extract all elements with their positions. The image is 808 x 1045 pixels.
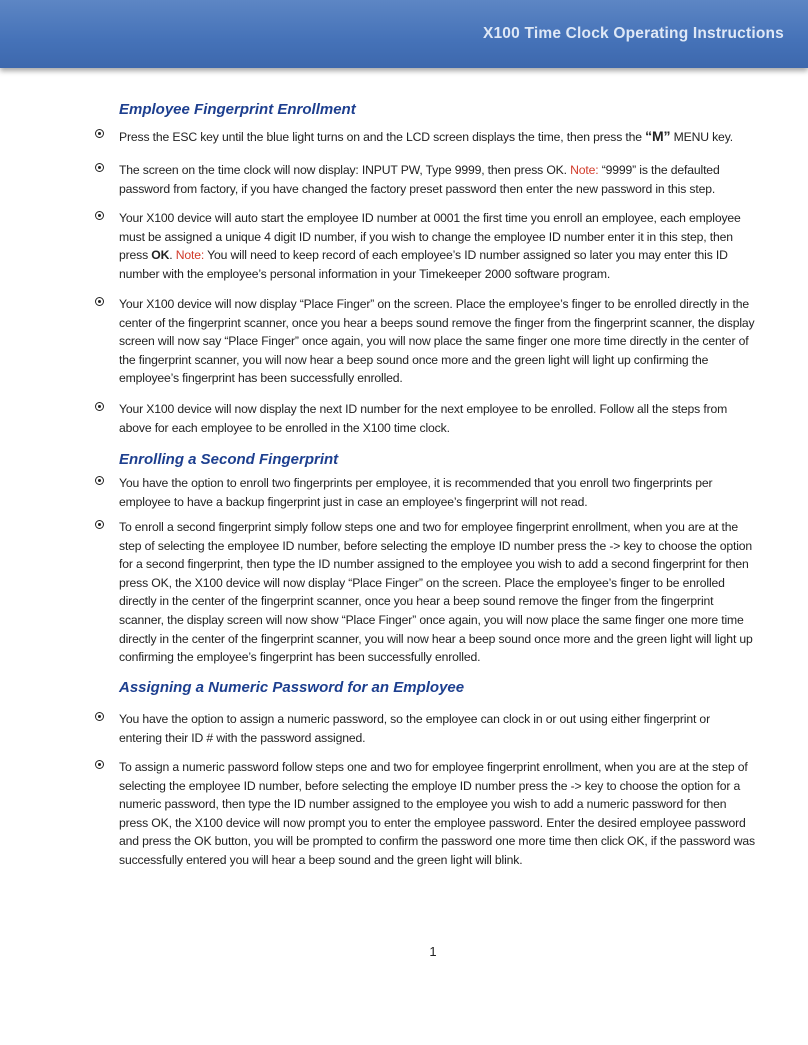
item-text: Press the ESC key until the blue light turns on and the LCD screen displays the time, then press the “M” MENU key.: [119, 128, 733, 144]
list-item: [95, 209, 755, 283]
item-text: Your X100 device will now display the next ID number for the next employee to be enrolled. Follow all the steps from above for each employee to be enrolled in the X100 time clock.: [119, 402, 728, 435]
bullet-icon: [95, 520, 104, 529]
item-text: The screen on the time clock will now display: INPUT PW, Type 9999, then press OK. Note: “9999” is the defaulted password from factory, if you have changed the factory preset password then enter the new password in this step.: [119, 163, 720, 196]
section-heading-enrollment: Employee Fingerprint Enrollment: [119, 101, 356, 118]
list-item: [95, 758, 755, 870]
item-text: You have the option to assign a numeric password, so the employee can clock in or out using either fingerprint or entering their ID # with the password assigned.: [119, 712, 710, 745]
bullet-icon: [95, 129, 104, 138]
document-title: X100 Time Clock Operating Instructions: [482, 25, 784, 42]
bullet-icon: [95, 297, 104, 306]
bullet-icon: [95, 712, 104, 721]
bullet-icon: [95, 760, 104, 769]
bullet-icon: [95, 476, 104, 485]
item-text: Your X100 device will auto start the employee ID number at 0001 the first time you enroll an employee, each employee must be assigned a unique 4 digit ID number, if you wish to change the employee ID number enter it in this step, then press OK. Note: You will need to keep record of each employee’s ID number assigned so later you may enter this ID number with the employee’s personal information in your Timekeeper 2000 software program.: [119, 211, 741, 281]
list-item: [95, 161, 755, 198]
list-item: [95, 474, 755, 511]
section-heading-numeric-password: Assigning a Numeric Password for an Employee: [119, 679, 465, 696]
item-text: Your X100 device will now display “Place Finger” on the screen. Place the employee’s finger to be enrolled directly in the center of the fingerprint scanner, once you hear a beeps sound remove the finger from the fingerprint scanner, the display screen will now say “Place Finger” once again, you will now place the same finger one more time directly in the center of the fingerprint scanner, you will now hear a beep sound once more and the green light will light up confirming the employee’s fingerprint has been successfully enrolled.: [119, 297, 755, 386]
item-text: You have the option to enroll two fingerprints per employee, it is recommended that you enroll two fingerprints per employee to have a backup fingerprint just in case an employee’s fingerprint will not read.: [119, 476, 713, 509]
bullet-icon: [95, 163, 104, 172]
bullet-icon: [95, 211, 104, 220]
header-bar: [0, 0, 808, 68]
list-item: [95, 127, 755, 147]
note-label: Note:: [175, 248, 205, 263]
section-heading-second-fingerprint: Enrolling a Second Fingerprint: [119, 451, 339, 468]
item-text: To assign a numeric password follow steps one and two for employee fingerprint enrollment, when you are at the step of selecting the employee ID number, before selecting the employe ID number press the -> key to choose the option for a numeric password, then type the ID number assigned to the employee you wish to add a numeric password for then press OK, the X100 device will now prompt you to enter the employee password. Enter the desired employee password and press the OK button, you will be prompted to confirm the password one more time then click OK, if the password was successfully entered you will hear a beep sound and the green light will blink.: [119, 760, 755, 867]
list-item: [95, 295, 755, 388]
bullet-icon: [95, 402, 104, 411]
item-text: To enroll a second fingerprint simply follow steps one and two for employee fingerprint enrollment, when you are at the step of selecting the employee ID number, before selecting the employe ID number press the -> key to choose the option for a second fingerprint, then type the ID number assigned to the employee you wish to add a second fingerprint for then press OK, the X100 device will now display “Place Finger” on the screen. Place the employee’s finger to be enrolled directly in the center of the fingerprint scanner, once you hear a beep sound remove the finger from the fingerprint scanner, the display screen will now show “Place Finger” once again, you will now place the same finger one more time directly in the center of the fingerprint scanner, you will now hear a beep sound once more and the green light will light up confirming the employee’s fingerprint has been successfully enrolled.: [119, 520, 753, 665]
list-item: [95, 400, 755, 437]
list-item: [95, 518, 755, 667]
note-label: Note:: [570, 163, 599, 177]
page-number: 1: [429, 944, 437, 959]
list-item: [95, 710, 755, 747]
